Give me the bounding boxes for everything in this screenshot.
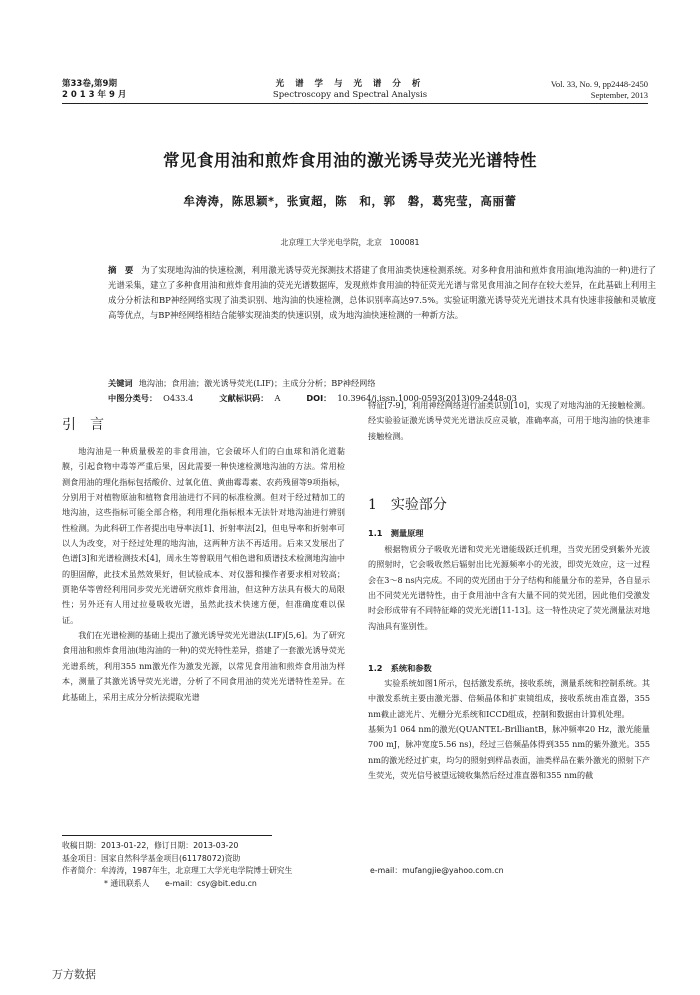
- doc-code-value: A: [274, 393, 281, 403]
- clc-label: 中图分类号：: [108, 393, 158, 403]
- abstract-label: 摘 要: [108, 265, 134, 275]
- right-column-body: [368, 398, 650, 444]
- date-en: September, 2013: [590, 90, 648, 100]
- author-intro: [62, 865, 662, 878]
- clc-value: O433.4: [163, 393, 194, 403]
- author-email: e-mail：mufangjie@yahoo.com.cn: [370, 866, 504, 875]
- author-list: 牟涛涛，陈思颖*，张寅超，陈 和，郭 磐，葛宪莹，高丽蕾: [183, 194, 517, 208]
- running-header-volume: [62, 79, 126, 101]
- corresponding-author: * 通讯联系人 e-mail：csy@bit.edu.cn: [104, 878, 257, 888]
- volume-cn: 第33卷,第9期: [62, 79, 117, 89]
- doi-value: 10.3964/j.issn.1000-0593(2013)09-2448-03: [337, 393, 517, 403]
- journal-title-en: Spectroscopy and Spectral Analysis: [272, 90, 428, 100]
- system-paragraph-2: 基频为1 064 nm的激光(QUANTEL-BrilliantB，脉冲频率20 Hz，激光能量700 mJ，脉冲宽度5.56 ns)，经过三倍频晶体得到355 nm的紫外激光。355 nm的激光经过扩束，均匀的照射到样品表面，油类样品在紫外激光的照射下产生荧光，荧光信号被望远镜收集然后经过准直器和355 nm的截: [368, 724, 650, 781]
- running-header-journal: [200, 79, 500, 101]
- intro-paragraph-2: 我们在光谱检测的基础上提出了激光诱导荧光光谱法(LIF)[5,6]。为了研究食用油和煎炸食用油(地沟油的一种)的荧光特性差异，搭建了一套激光诱导荧光光谱系统，利用355 nm激光作为激发光源，以常见食用油和煎炸食用油为样本，测量了其激光诱导荧光光谱，分析了不同食用油的荧光光谱特性差异。在此基础上，采用主成分分析法提取光谱: [62, 630, 345, 702]
- principle-paragraph: 根据物质分子吸收光谱和荧光光谱能级跃迁机理，当荧光团受到紫外光波的照射时，它会吸收然后辐射出比光源频率小的光波，即荧光效应，这一过程会在3～8 ns内完成。不同的荧光团由于分子结构和能量分布的差异，各自显示出不同荧光光谱特性，由于食用油中含有大量不同的荧光团，因此他们受激发时会形成带有不同特征峰的荧光光谱[11-13]。这一特性决定了荧光测量法对地沟油具有鉴别性。: [368, 544, 650, 631]
- author-intro-text: 作者简介：牟涛涛，1987年生，北京理工大学光电学院博士研究生: [62, 866, 293, 875]
- running-header-issue: [551, 79, 648, 101]
- footnote-rule: [62, 835, 272, 836]
- volume-en: Vol. 33, No. 9, pp2448-2450: [550, 79, 648, 89]
- footnotes: [62, 840, 662, 890]
- intro-paragraph-cont: 特征[7-9]，利用神经网络进行油类识别[10]，实现了对地沟油的无接触检测。经实验验证激光诱导荧光光谱法反应灵敏，准确率高，可用于地沟油的快速非接触检测。: [368, 400, 650, 441]
- doi-label: DOI：: [306, 393, 332, 403]
- section-experiment-heading: 1 实验部分: [368, 497, 447, 513]
- keywords-label: 关键词: [108, 378, 133, 388]
- source-watermark: 万方数据: [52, 968, 96, 981]
- left-column-body: [62, 444, 345, 705]
- section-introduction-heading: 引 言: [62, 417, 104, 433]
- keywords-text: 地沟油；食用油；激光诱导荧光(LIF)；主成分分析；BP神经网络: [138, 378, 376, 388]
- subsection-system-heading: 1.2 系统和参数: [368, 663, 432, 673]
- paper-title: 常见食用油和煎炸食用油的激光诱导荧光光谱特性: [163, 151, 537, 170]
- journal-title-cn: 光 谱 学 与 光 谱 分 析: [275, 79, 425, 89]
- keywords: [108, 376, 668, 390]
- affiliation: 北京理工大学光电学院，北京 100081: [280, 238, 420, 247]
- doc-code-label: 文献标识码：: [219, 393, 269, 403]
- principle-body: [368, 542, 650, 634]
- abstract-text: 为了实现地沟油的快速检测，利用激光诱导荧光探测技术搭建了食用油类快速检测系统。对多种食用油和煎炸食用油(地沟油的一种)进行了光谱采集，建立了多种食用油和煎炸食用油的荧光光谱数据库，发现煎炸食用油的特征荧光光谱与常见食用油之间存在较大差异，在此基础上利用主成分分析法和BP神经网络实现了油类识别、地沟油的快速检测，总体识别率高达97.5%。实验证明激光诱导荧光光谱技术具有快速非接触和灵敏度高等优点，与BP神经网络相结合能够实现油类的快速识别，成为地沟油快速检测的一种新方法。: [108, 265, 657, 320]
- system-body: [368, 676, 650, 783]
- system-paragraph-1: 实验系统如图1所示，包括激发系统，接收系统，测量系统和控制系统。其中激发系统主要由激光器、倍频晶体和扩束镜组成，接收系统由准直器，355 nm截止滤光片、光栅分光系统和ICCD组成，控制和数据由计算机处理。: [368, 678, 650, 719]
- subsection-principle-heading: 1.1 测量原理: [368, 528, 424, 538]
- fund-note: 基金项目：国家自然科学基金项目(61178072)资助: [62, 853, 241, 863]
- date-cn: 2 0 1 3 年 9 月: [62, 90, 127, 100]
- intro-paragraph-1: 地沟油是一种质量极差的非食用油，它会破坏人们的白血球和消化道黏膜，引起食物中毒等严重后果，因此需要一种快速检测地沟油的方法。常用检测食用油的理化指标包括酸价、过氧化值、黄曲霉毒素、农药残留等9项指标，分别用于对植物原油和植物食用油进行不同的标准检测。但对于经过精加工的地沟油，这些指标可能全部合格，利用理化指标根本无法针对地沟油进行辨别性检测。为此科研工作者提出电导率法[1]、折射率法[2]，但电导率和折射率可以人为改变，对于经过处理的地沟油，这两种方法不再适用。后来又发展出了色谱[3]和光谱检测技术[4]，周永生等曾联用气相色谱和质谱技术检测地沟油中的胆固醇，此技术虽然效果好，但试验成本、对仪器和操作者要求相对较高；贾艳华等曾经利用同步荧光光谱研究煎炸食用油，但这种方法具有极大的局限性；另外还有人用过拉曼吸收光谱，虽然此技术快速方便，但准确度难以保证。: [62, 446, 345, 625]
- header-rule: [62, 103, 648, 104]
- abstract: [108, 263, 656, 323]
- received-dates: 收稿日期：2013-01-22，修订日期：2013-03-20: [62, 841, 239, 850]
